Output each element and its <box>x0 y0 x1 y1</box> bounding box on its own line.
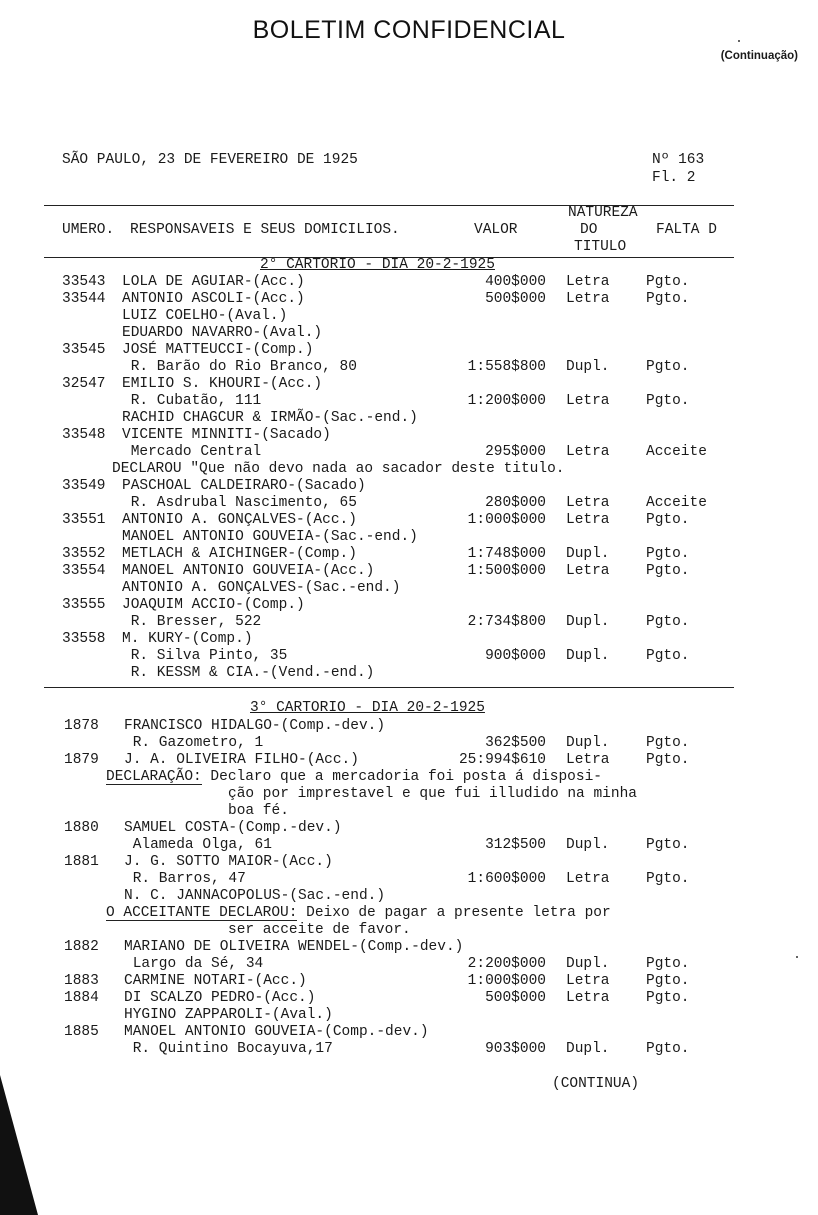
scan-speck <box>738 40 740 42</box>
entry-reason: Pgto. <box>646 956 690 972</box>
entry-text: ANTONIO A. GONÇALVES-(Acc.) <box>122 512 357 528</box>
entry-text: HYGINO ZAPPAROLI-(Aval.) <box>124 1007 333 1023</box>
entry-number: 33551 <box>62 512 106 528</box>
entry-text: MANOEL ANTONIO GOUVEIA-(Acc.) <box>122 563 375 579</box>
entry-number: 32547 <box>62 376 106 392</box>
declaration-underline <box>106 784 202 785</box>
continua-note: (CONTINUA) <box>552 1076 640 1092</box>
entry-text: DI SCALZO PEDRO-(Acc.) <box>124 990 316 1006</box>
entry-reason: Pgto. <box>646 274 690 290</box>
entry-value: 900$000 <box>485 648 546 664</box>
entry-number: 33552 <box>62 546 106 562</box>
entry-title-type: Dupl. <box>566 614 610 630</box>
entry-reason: Pgto. <box>646 973 690 989</box>
continuation-note: (Continuação) <box>720 50 798 62</box>
entry-text: J. A. OLIVEIRA FILHO-(Acc.) <box>124 752 359 768</box>
entry-value: 295$000 <box>485 444 546 460</box>
entry-number: 33554 <box>62 563 106 579</box>
entry-text: Alameda Olga, 61 <box>124 837 272 853</box>
col-falta: FALTA D <box>656 222 717 238</box>
entry-text: R. Asdrubal Nascimento, 65 <box>122 495 357 511</box>
entry-value: 903$000 <box>485 1041 546 1057</box>
entry-title-type: Dupl. <box>566 837 610 853</box>
entry-title-type: Dupl. <box>566 1041 610 1057</box>
entry-number: 1881 <box>64 854 99 870</box>
entry-text: R. Quintino Bocayuva,17 <box>124 1041 333 1057</box>
entry-text: MANOEL ANTONIO GOUVEIA-(Comp.-dev.) <box>124 1024 429 1040</box>
entry-value: 1:748$000 <box>467 546 546 562</box>
entry-title-type: Letra <box>566 495 610 511</box>
entry-text: N. C. JANNACOPOLUS-(Sac.-end.) <box>124 888 386 904</box>
entry-reason: Pgto. <box>646 735 690 751</box>
entry-reason: Pgto. <box>646 291 690 307</box>
entry-text: boa fé. <box>228 803 289 819</box>
col-responsaveis: RESPONSAVEIS E SEUS DOMICILIOS. <box>130 222 400 238</box>
entry-text: ANTONIO ASCOLI-(Acc.) <box>122 291 305 307</box>
entry-reason: Pgto. <box>646 1041 690 1057</box>
entry-text: ser acceite de favor. <box>228 922 411 938</box>
entry-text: EDUARDO NAVARRO-(Aval.) <box>122 325 323 341</box>
entry-text: R. Cubatão, 111 <box>122 393 262 409</box>
entry-text: RACHID CHAGCUR & IRMÃO-(Sac.-end.) <box>122 410 418 426</box>
col-numero: UMERO. <box>62 222 115 238</box>
entry-reason: Pgto. <box>646 871 690 887</box>
scan-speck <box>796 956 798 958</box>
entry-text: Mercado Central <box>122 444 262 460</box>
entry-number: 1885 <box>64 1024 99 1040</box>
location-date: SÃO PAULO, 23 DE FEVEREIRO DE 1925 <box>62 152 358 168</box>
entry-value: 1:558$800 <box>467 359 546 375</box>
sheet-number: Fl. 2 <box>652 170 696 186</box>
entry-reason: Pgto. <box>646 563 690 579</box>
section-title-3-cartorio: 3° CARTORIO - DIA 20-2-1925 <box>250 700 485 716</box>
entry-number: 1884 <box>64 990 99 1006</box>
declaration-text: DECLARAÇÃO: Declaro que a mercadoria foi posta á disposi- <box>106 769 602 785</box>
entry-text: JOSÉ MATTEUCCI-(Comp.) <box>122 342 314 358</box>
entry-title-type: Letra <box>566 393 610 409</box>
entry-reason: Acceite <box>646 495 707 511</box>
entry-value: 280$000 <box>485 495 546 511</box>
entry-value: 1:000$000 <box>467 512 546 528</box>
scan-edge-shadow <box>0 1075 38 1215</box>
entry-title-type: Dupl. <box>566 956 610 972</box>
entry-title-type: Letra <box>566 563 610 579</box>
entry-number: 33543 <box>62 274 106 290</box>
entry-value: 1:000$000 <box>467 973 546 989</box>
entry-number: 33548 <box>62 427 106 443</box>
entry-text: R. Barros, 47 <box>124 871 246 887</box>
entry-text: R. Bresser, 522 <box>122 614 262 630</box>
entry-number: 1878 <box>64 718 99 734</box>
entry-title-type: Letra <box>566 752 610 768</box>
col-natureza-line1: NATUREZA <box>568 205 638 221</box>
col-valor: VALOR <box>474 222 518 238</box>
entry-value: 25:994$610 <box>458 752 546 768</box>
entry-text: EMILIO S. KHOURI-(Acc.) <box>122 376 323 392</box>
entry-text: PASCHOAL CALDEIRARO-(Sacado) <box>122 478 366 494</box>
col-natureza-line2: DO <box>580 222 598 238</box>
entry-value: 500$000 <box>485 291 546 307</box>
entry-text: R. Silva Pinto, 35 <box>122 648 288 664</box>
entry-title-type: Letra <box>566 291 610 307</box>
entry-text: LUIZ COELHO-(Aval.) <box>122 308 288 324</box>
section-divider <box>44 687 734 688</box>
entry-text: M. KURY-(Comp.) <box>122 631 253 647</box>
entry-number: 33544 <box>62 291 106 307</box>
entry-text: JOAQUIM ACCIO-(Comp.) <box>122 597 305 613</box>
entry-value: 2:734$800 <box>467 614 546 630</box>
entry-title-type: Dupl. <box>566 546 610 562</box>
entry-number: 1882 <box>64 939 99 955</box>
entry-title-type: Dupl. <box>566 648 610 664</box>
entry-number: 33549 <box>62 478 106 494</box>
entry-reason: Pgto. <box>646 837 690 853</box>
entry-title-type: Letra <box>566 512 610 528</box>
entry-reason: Pgto. <box>646 752 690 768</box>
entry-title-type: Letra <box>566 871 610 887</box>
entry-reason: Pgto. <box>646 359 690 375</box>
entry-value: 1:600$000 <box>467 871 546 887</box>
entry-text: R. Gazometro, 1 <box>124 735 264 751</box>
entry-reason: Pgto. <box>646 546 690 562</box>
section-title-2-cartorio: 2° CARTORIO - DIA 20-2-1925 <box>260 257 495 273</box>
entry-number: 1883 <box>64 973 99 989</box>
entry-number: 33558 <box>62 631 106 647</box>
entry-text: J. G. SOTTO MAIOR-(Acc.) <box>124 854 333 870</box>
declaration-underline <box>106 920 297 921</box>
entry-text: METLACH & AICHINGER-(Comp.) <box>122 546 357 562</box>
entry-title-type: Letra <box>566 274 610 290</box>
declaration-text: O ACCEITANTE DECLAROU: Deixo de pagar a presente letra por <box>106 905 611 921</box>
entry-title-type: Dupl. <box>566 735 610 751</box>
entry-reason: Acceite <box>646 444 707 460</box>
entry-text: SAMUEL COSTA-(Comp.-dev.) <box>124 820 342 836</box>
entry-number: 33545 <box>62 342 106 358</box>
entry-value: 312$500 <box>485 837 546 853</box>
entry-text: LOLA DE AGUIAR-(Acc.) <box>122 274 305 290</box>
entry-text: ção por imprestavel e que fui illudido na minha <box>228 786 637 802</box>
entry-text: FRANCISCO HIDALGO-(Comp.-dev.) <box>124 718 386 734</box>
entry-text: MARIANO DE OLIVEIRA WENDEL-(Comp.-dev.) <box>124 939 464 955</box>
entry-text: MANOEL ANTONIO GOUVEIA-(Sac.-end.) <box>122 529 418 545</box>
entry-text: ANTONIO A. GONÇALVES-(Sac.-end.) <box>122 580 401 596</box>
entry-reason: Pgto. <box>646 990 690 1006</box>
entry-text: R. KESSM & CIA.-(Vend.-end.) <box>122 665 375 681</box>
entry-reason: Pgto. <box>646 393 690 409</box>
entry-text: CARMINE NOTARI-(Acc.) <box>124 973 307 989</box>
entry-value: 500$000 <box>485 990 546 1006</box>
entry-text: VICENTE MINNITI-(Sacado) <box>122 427 331 443</box>
entry-reason: Pgto. <box>646 614 690 630</box>
entry-text: Largo da Sé, 34 <box>124 956 264 972</box>
document-title: BOLETIM CONFIDENCIAL <box>252 16 566 44</box>
entry-text: DECLAROU "Que não devo nada ao sacador deste titulo. <box>112 461 565 477</box>
entry-title-type: Letra <box>566 444 610 460</box>
entry-value: 2:200$000 <box>467 956 546 972</box>
entry-text: R. Barão do Rio Branco, 80 <box>122 359 357 375</box>
entry-title-type: Letra <box>566 973 610 989</box>
entry-value: 362$500 <box>485 735 546 751</box>
entry-value: 1:200$000 <box>467 393 546 409</box>
entry-number: 33555 <box>62 597 106 613</box>
entry-title-type: Dupl. <box>566 359 610 375</box>
entry-title-type: Letra <box>566 990 610 1006</box>
entry-value: 1:500$000 <box>467 563 546 579</box>
entry-reason: Pgto. <box>646 512 690 528</box>
entry-number: 1879 <box>64 752 99 768</box>
entry-value: 400$000 <box>485 274 546 290</box>
bulletin-number: Nº 163 <box>652 152 705 168</box>
entry-number: 1880 <box>64 820 99 836</box>
entry-reason: Pgto. <box>646 648 690 664</box>
col-natureza-line3: TITULO <box>574 239 627 255</box>
